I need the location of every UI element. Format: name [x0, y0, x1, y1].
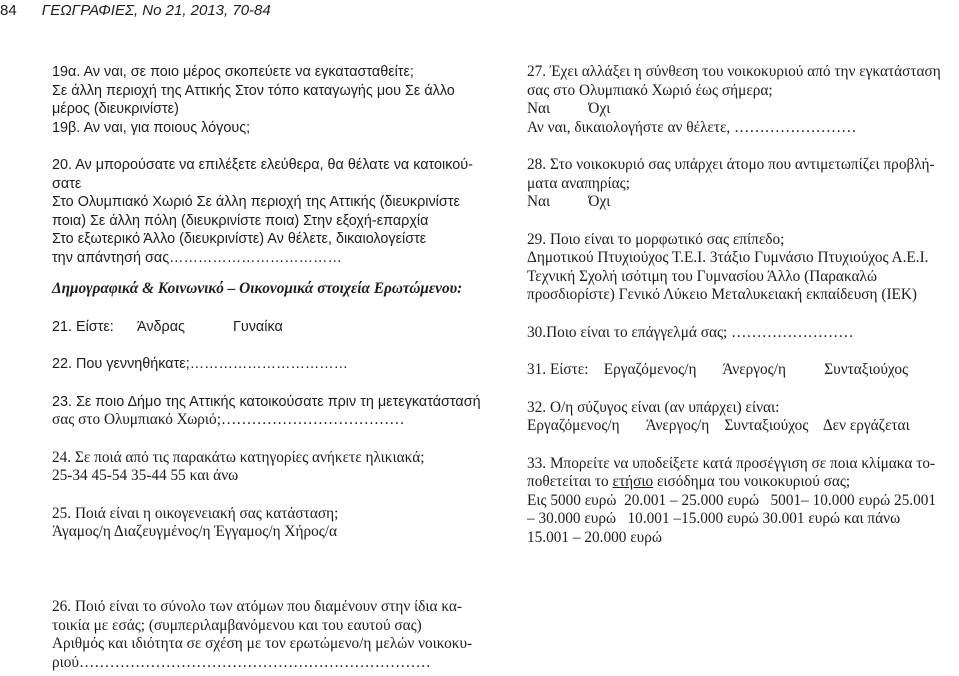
question-20-cont: σατε	[52, 175, 82, 192]
page-header	[0, 2, 271, 19]
question-29-options-1: Δημοτικού Πτυχιούχος Τ.Ε.Ι. 3τάξιο Γυμνάσιο Πτυχιούχος Α.Ε.Ι.	[527, 249, 929, 266]
question-20-options-2: ποια) Σε άλλη πόλη (διευκρινίστε ποια) Στην εξοχή-επαρχία	[52, 212, 429, 229]
question-33-options-1: Εις 5000 ευρώ 20.001 – 25.000 ευρώ 5001– 10.000 ευρώ 25.001	[527, 491, 937, 509]
question-26-cont-2: Αριθμός και ιδιότητα σε σχέση με τον ερωτώμενο/η μελών νοικοκυ-	[52, 635, 473, 652]
question-19a-options-cont: μέρος (διευκρινίστε)	[52, 101, 179, 117]
page-number: 84	[0, 2, 17, 19]
question-33: 33. Μπορείτε να υποδείξετε κατά προσέγγιση σε ποια κλίμακα το-	[527, 454, 936, 472]
right-column	[527, 63, 959, 547]
question-27-options: Ναι Όχι	[527, 100, 611, 117]
question-20-options-3: Στο εξωτερικό Άλλο (διευκρινίστε) Αν θέλετε, δικαιολογείστε	[52, 231, 427, 247]
question-21: 21. Είστε: Άνδρας Γυναίκα	[52, 318, 283, 335]
question-33-options-2: – 30.000 ευρώ 10.001 –15.000 ευρώ 30.001 ευρώ και πάνω	[527, 510, 901, 527]
question-32: 32. Ο/η σύζυγος είναι (αν υπάρχει) είναι:	[527, 398, 780, 416]
question-26-cont: τοικία με εσάς; (συμπεριλαμβανόμενου και του εαυτού σας)	[52, 616, 422, 634]
question-30: 30.Ποιο είναι το επάγγελμά σας; ……………………	[527, 323, 854, 341]
question-23-cont: σας στο Ολυμπιακό Χωριό;………………………………	[52, 411, 405, 428]
question-31: 31. Είστε: Εργαζόμενος/η Άνεργος/η Συνταξιούχος	[527, 361, 909, 378]
question-19b: 19β. Αν ναι, για ποιους λόγους;	[52, 119, 251, 136]
question-33-underlined-word: ετήσιο	[612, 473, 654, 490]
question-33-text-a: ποθετείται το	[527, 473, 613, 490]
question-29: 29. Ποιο είναι το μορφωτικό σας επίπεδο;	[527, 230, 785, 248]
question-24: 24. Σε ποιά από τις παρακάτω κατηγορίες ανήκετε ηλικιακά;	[52, 448, 425, 466]
question-26-block	[52, 598, 498, 672]
question-28: 28. Στο νοικοκυριό σας υπάρχει άτομο που αντιμετωπίζει προβλή-	[527, 156, 935, 173]
section-title: Δημογραφικά & Κοινωνικό – Οικονομικά στοιχεία Ερωτώμενου:	[52, 280, 463, 297]
question-33-text-b: εισόδημα του νοικοκυριού σας;	[653, 473, 851, 490]
question-23: 23. Σε ποιο Δήμο της Αττικής κατοικούσατε πριν τη μετεγκατάστασή	[52, 393, 481, 410]
question-29-options-3: προσδιορίστε) Γενικό Λύκειο Μεταλυκειακή εκπαίδευση (ΙΕΚ)	[527, 286, 918, 303]
question-25-options: Άγαμος/η Διαζευγμένος/η Έγγαμος/η Χήρος/α	[52, 523, 338, 540]
question-29-options-2: Τεχνική Σχολή ισότιμη του Γυμνασίου Άλλο (Παρακαλώ	[527, 267, 878, 285]
question-28-options: Ναι Όχι	[527, 193, 611, 210]
question-19a-options: Σε άλλη περιοχή της Αττικής Στον τόπο καταγωγής μου Σε άλλο	[52, 82, 455, 99]
question-33-cont	[527, 473, 959, 492]
question-28-cont: ματα αναπηρίας;	[527, 174, 630, 192]
question-22: 22. Που γεννηθήκατε;……………………………	[52, 356, 349, 372]
question-33-options-3: 15.001 – 20.000 ευρώ	[527, 528, 662, 546]
question-26-answer: ριού……………………………………………………………	[52, 653, 431, 671]
question-20-options-1: Στο Ολυμπιακό Χωριό Σε άλλη περιοχή της Αττικής (διευκρινίστε	[52, 194, 460, 210]
left-column	[52, 63, 498, 542]
question-27-cont: σας στο Ολυμπιακό Χωριό έως σήμερα;	[527, 81, 773, 99]
question-27-answer: Αν ναι, δικαιολογήστε αν θέλετε, ……………………	[527, 118, 857, 136]
question-27: 27. Έχει αλλάξει η σύνθεση του νοικοκυριού από την εγκατάσταση	[527, 63, 941, 80]
question-24-options: 25-34 45-54 35-44 55 και άνω	[52, 467, 239, 484]
question-32-options: Εργαζόμενος/η Άνεργος/η Συνταξιούχος Δεν εργάζεται	[527, 417, 910, 434]
question-19a: 19α. Αν ναι, σε ποιο μέρος σκοπεύετε να εγκατασταθείτε;	[52, 64, 414, 80]
question-25: 25. Ποιά είναι η οικογενειακή σας κατάσταση;	[52, 504, 339, 522]
journal-citation: ΓΕΩΓΡΑΦΙΕΣ, Νο 21, 2013, 70-84	[41, 2, 271, 19]
question-20-answer: την απάντησή σας………………………………	[52, 249, 342, 266]
question-26: 26. Ποιό είναι το σύνολο των ατόμων που διαμένουν στην ίδια κα-	[52, 598, 463, 615]
question-20: 20. Αν μπορούσατε να επιλέξετε ελεύθερα, θα θέλατε να κατοικού-	[52, 157, 473, 173]
